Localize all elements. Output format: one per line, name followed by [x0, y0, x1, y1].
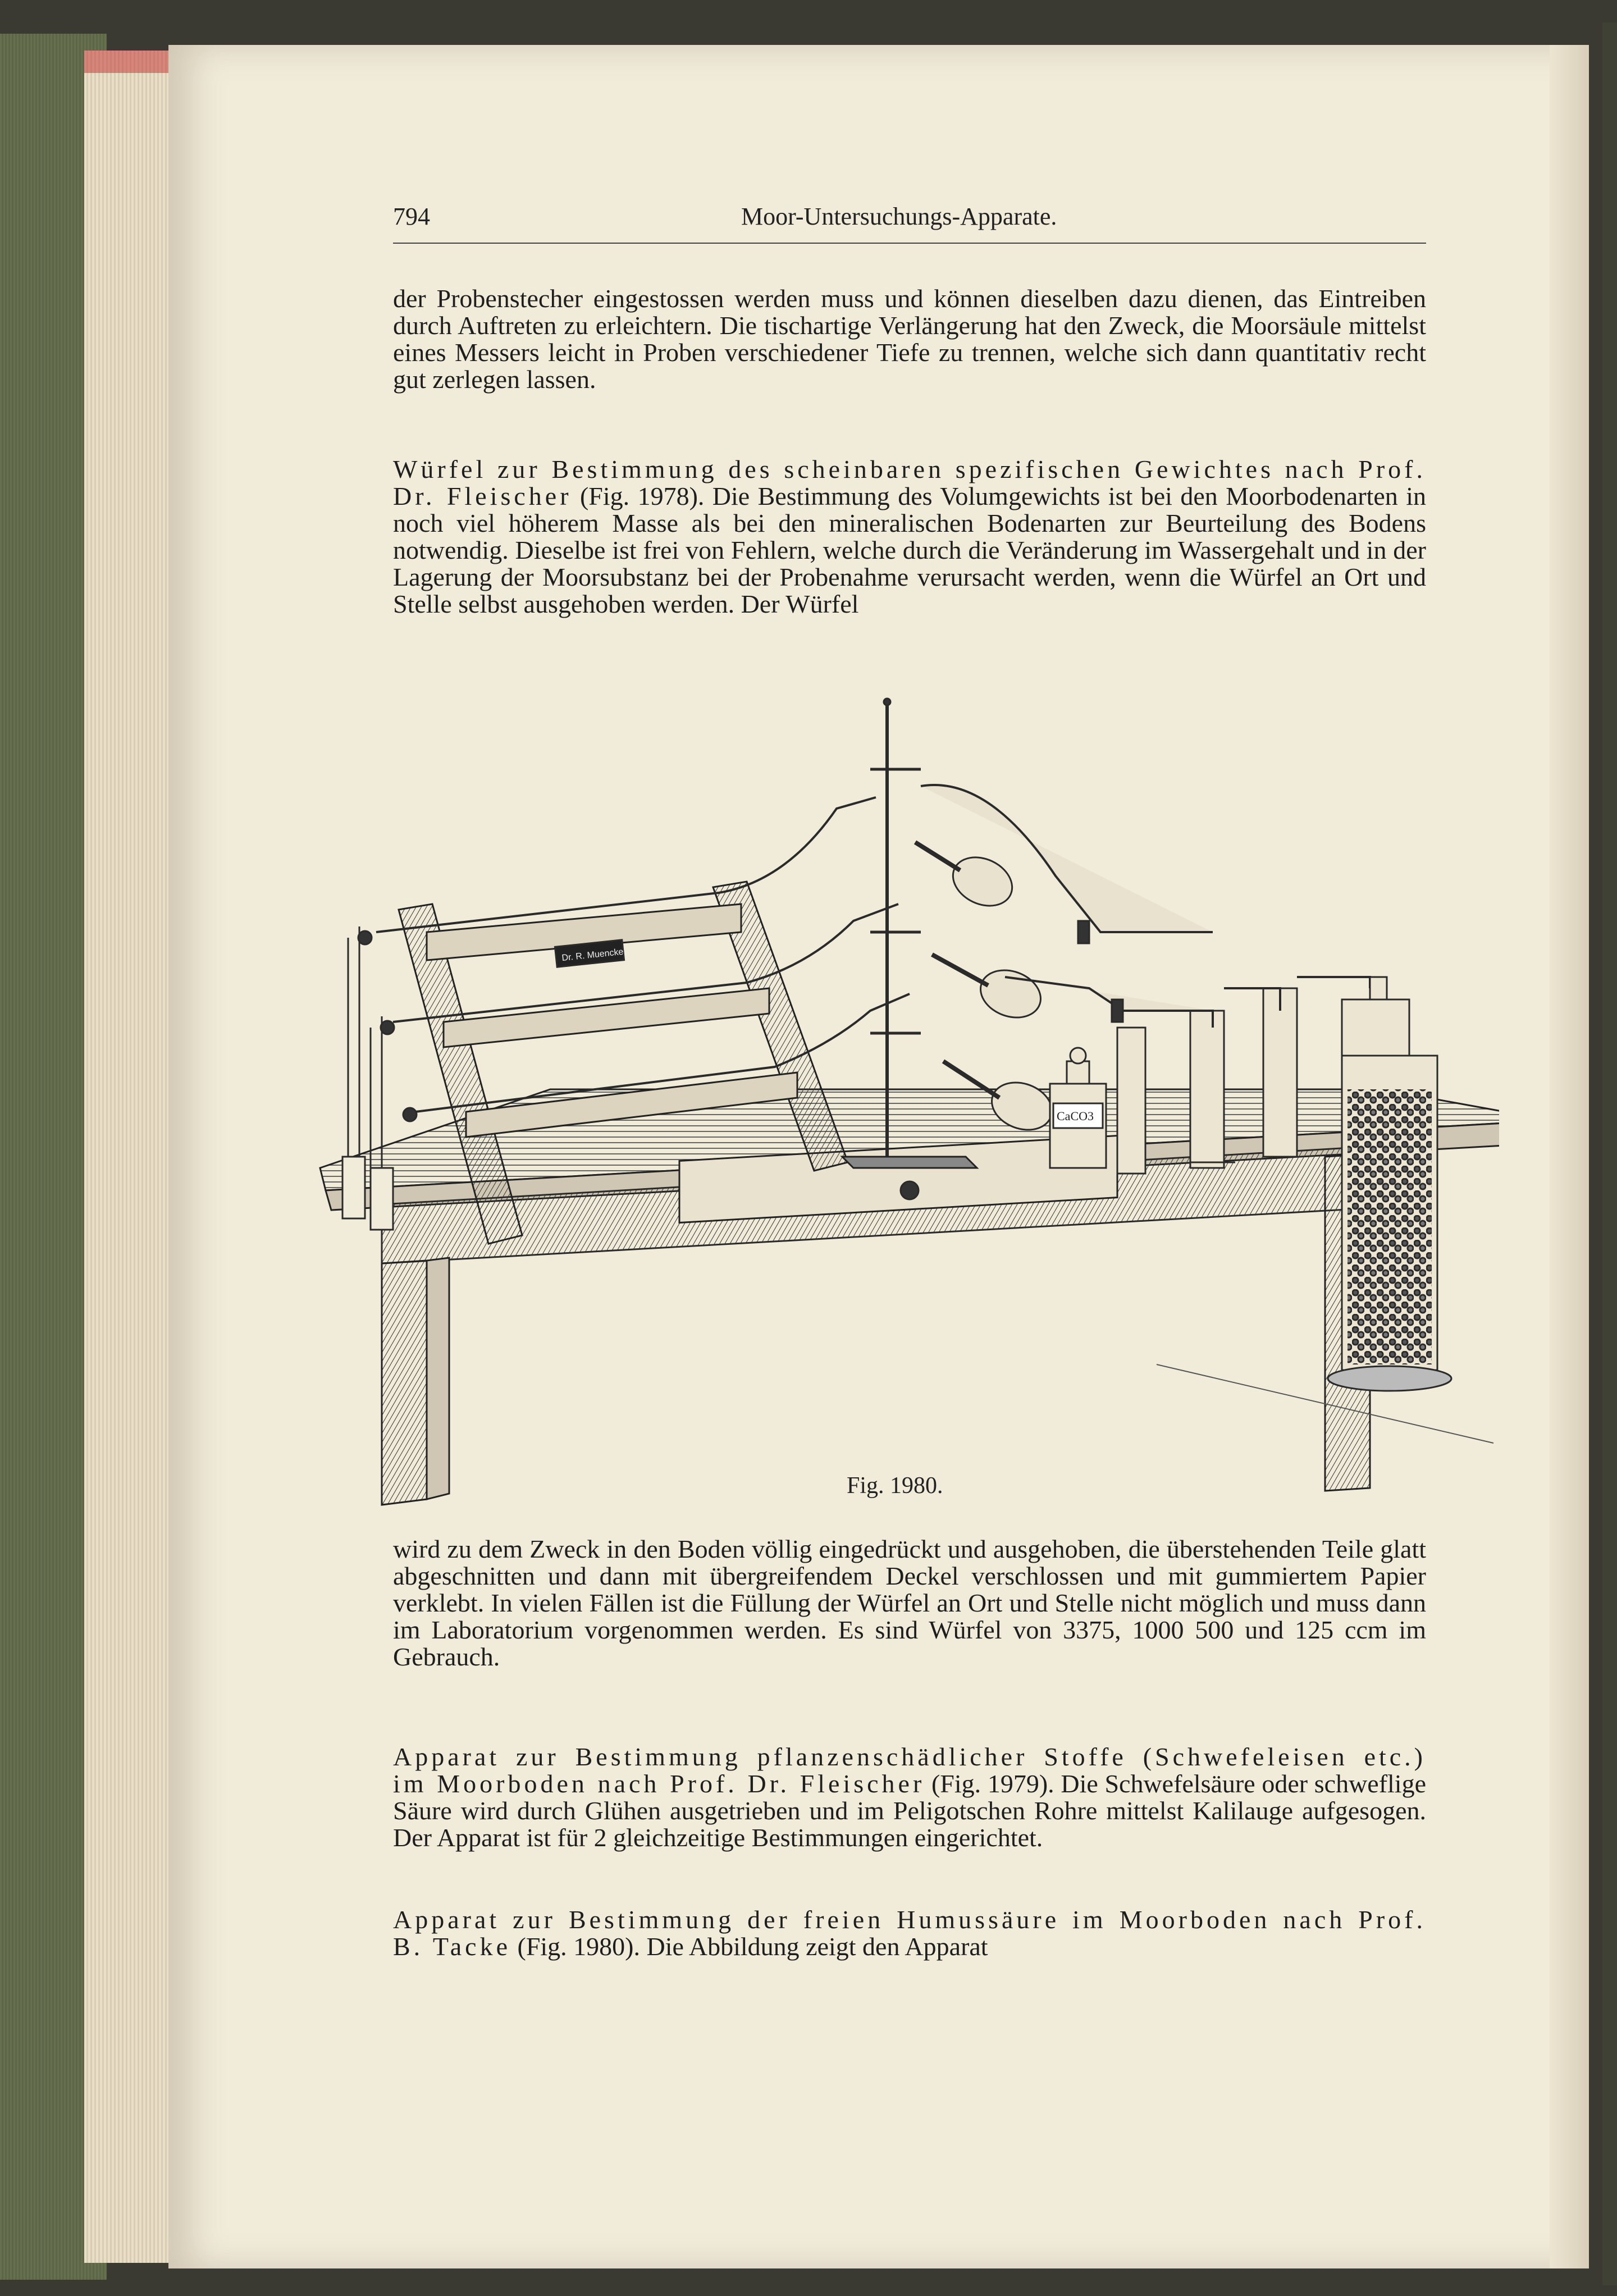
spaced-heading-humussaeure: Apparat zur Bestimmung der freien Humussäure im Moorboden nach Prof. B. Tacke [393, 1905, 1426, 1961]
running-title: Moor-Untersuchungs-Apparate. [741, 203, 1057, 230]
page-number: 794 [393, 203, 430, 230]
page-right-edge [1550, 45, 1589, 2268]
paragraph-2 [393, 456, 1426, 618]
header-rule [393, 243, 1426, 244]
figure-1980-illustration [314, 696, 1499, 1516]
absorption-tower-icon [1328, 977, 1451, 1391]
page-edge-red-tint [84, 51, 168, 73]
paragraph-2-body: (Fig. 1978). Die Bestimmung des Volumgewichts ist bei den Moorbodenarten in noch viel höherem Masse als bei den mineralischen Bodenarten zur Beurteilung des Bodens notwendig. Dieselbe ist frei von Fehlern, welche durch die Veränderung im Wassergehalt und in der Lagerung der Moorsubstanz bei der Probenahme verursacht werden, wenn die Würfel an Ort und Stelle selbst ausgehoben werden. Der Würfel [393, 482, 1426, 618]
page-block-edges [84, 51, 180, 2263]
paragraph-4 [393, 1743, 1426, 1851]
book-cover-edge [1602, 22, 1617, 2285]
spaced-heading-wuerfel: Würfel zur Bestimmung des scheinbaren spezifischen Gewichtes nach Prof. Dr. Fleischer [393, 455, 1426, 510]
bottle-icon [1050, 1048, 1106, 1168]
bottle-label: CaCO3 [1057, 1109, 1094, 1123]
paragraph-5 [393, 1906, 1426, 1960]
running-head [393, 202, 1426, 236]
paragraph-4-body: (Fig. 1979). Die Schwefelsäure oder schweflige Säure wird durch Glühen ausgetrieben und im Peligotschen Rohre mittelst Kalilauge aufgesogen. Der Apparat ist für 2 gleichzeitige Bestimmungen eingerichtet. [393, 1769, 1427, 1852]
paragraph-5-body: (Fig. 1980). Die Abbildung zeigt den Apparat [511, 1932, 988, 1961]
paragraph-1: der Probenstecher eingestossen werden muss und können dieselben dazu dienen, das Eintreiben durch Auftreten zu erleichtern. Die tischartige Verlängerung hat den Zweck, die Moorsäule mittelst eines Messers leicht in Proben verschiedener Tiefe zu trennen, welche sich dann quantitativ recht gut zerlegen lassen. [393, 284, 1426, 394]
drawer-knob-icon [901, 1181, 919, 1199]
spaced-heading-pflanzenschaedlich: Apparat zur Bestimmung pflanzenschädlicher Stoffe (Schwefeleisen etc.) im Moorboden nach Prof. Dr. Fleischer [393, 1742, 1426, 1798]
paragraph-3: wird zu dem Zweck in den Boden völlig eingedrückt und ausgehoben, die überstehenden Teile glatt abgeschnitten und dann mit übergreifendem Deckel verschlossen und mit gummiertem Papier verklebt. In vielen Fällen ist die Füllung der Würfel an Ort und Stelle nicht möglich und muss dann im Laboratorium vorgenommen werden. Es sind Würfel von 3375, 1000 500 und 125 ccm im Gebrauch. [393, 1535, 1426, 1671]
maker-plate: Dr. R. Muencke [561, 947, 624, 964]
figure-caption: Fig. 1980. [847, 1473, 943, 1499]
